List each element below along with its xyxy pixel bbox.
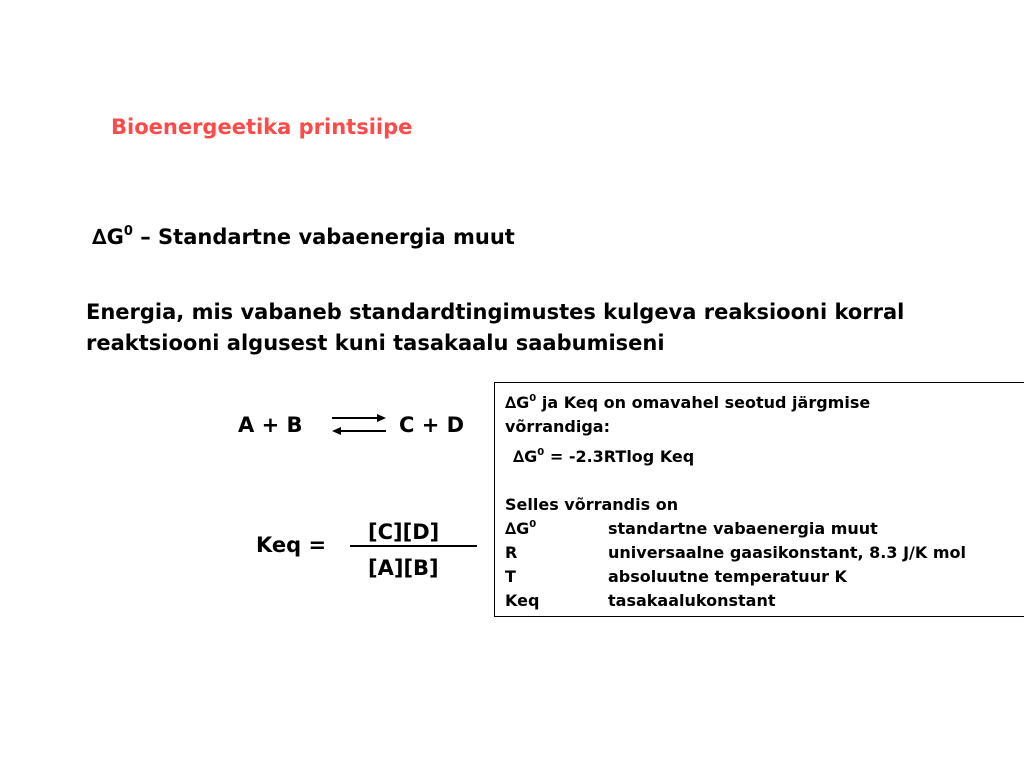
delta-symbol: ∆: [505, 519, 517, 538]
delta-symbol: ∆: [513, 447, 525, 466]
g-symbol: G: [516, 519, 530, 538]
keq-numerator: [C][D]: [368, 520, 440, 544]
legend-meaning-delta-g: standartne vabaenergia muut: [608, 519, 878, 538]
products: C + D: [399, 413, 465, 437]
superscript-zero: 0: [537, 447, 545, 458]
slide-title: Bioenergeetika printsiipe: [111, 115, 413, 139]
definition-text: – Standartne vabaenergia muut: [132, 225, 515, 249]
legend-term-t: T: [505, 567, 516, 586]
legend-meaning-t: absoluutne temperatuur K: [608, 567, 847, 586]
g-symbol: G: [524, 447, 538, 466]
delta-symbol: ∆: [92, 225, 107, 249]
keq-label: Keq =: [256, 533, 327, 557]
description-line-1: Energia, mis vabaneb standardtingimustes kulgeva reaksiooni korral: [86, 300, 905, 324]
g-symbol: G: [516, 393, 530, 412]
superscript-zero: 0: [529, 519, 537, 530]
legend-term-delta-g: [505, 519, 536, 538]
legend-meaning-keq: tasakaalukonstant: [608, 591, 776, 610]
superscript-zero: 0: [123, 224, 133, 239]
info-intro-line-1: [505, 393, 870, 412]
legend-meaning-r: universaalne gaasikonstant, 8.3 J/K mol: [608, 543, 966, 562]
superscript-zero: 0: [529, 393, 537, 404]
legend-heading: Selles võrrandis on: [505, 495, 679, 514]
g-symbol: G: [106, 225, 124, 249]
energy-description: [86, 297, 904, 359]
equation-line: [513, 447, 694, 466]
delta-symbol: ∆: [505, 393, 517, 412]
legend-term-r: R: [505, 543, 518, 562]
intro-text: ja Keq on omavahel seotud järgmise: [536, 393, 871, 412]
info-intro-line-2: võrrandiga:: [505, 417, 610, 436]
reactants: A + B: [238, 413, 303, 437]
description-line-2: reaktsiooni algusest kuni tasakaalu saabumiseni: [86, 331, 665, 355]
delta-g-definition: [92, 225, 515, 249]
keq-denominator: [A][B]: [368, 556, 439, 580]
fraction-line: [350, 545, 477, 547]
equilibrium-arrows-icon: [330, 410, 388, 438]
equation-text: = -2.3RTlog Keq: [544, 447, 695, 466]
legend-term-keq: Keq: [505, 591, 540, 610]
